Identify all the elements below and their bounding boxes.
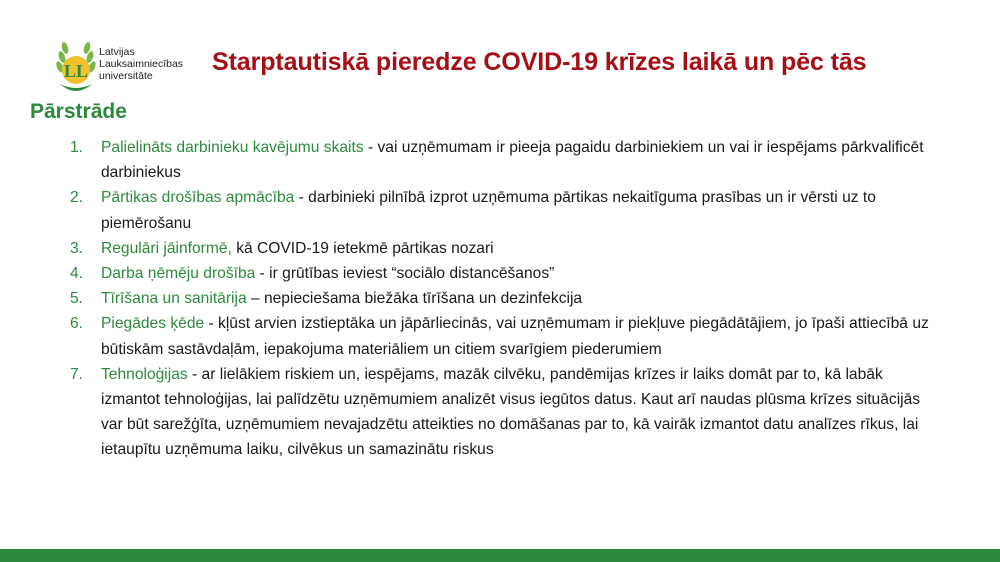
item-heading: Regulāri jāinformē, [101, 239, 232, 257]
numbered-list [70, 135, 945, 463]
item-number: 1. [70, 139, 84, 156]
logo-line-3: universitāte [99, 70, 153, 82]
slide-title: Starptautiskā pieredze COVID-19 krīzes laikā un pēc tās [212, 48, 867, 76]
item-text: - ir grūtības ieviest “sociālo distancēšanos” [255, 265, 555, 283]
item-text: kā COVID-19 ietekmē pārtikas nozari [231, 239, 494, 257]
list-item [70, 286, 945, 311]
item-heading: Tehnoloģijas [101, 365, 188, 383]
item-number: 3. [70, 239, 84, 257]
emblem-letters: LL [63, 61, 89, 81]
section-title: Pārstrāde [30, 100, 127, 123]
list-item [70, 236, 945, 261]
item-heading: Tīrīšana un sanitārija [101, 290, 247, 308]
item-heading: Palielināts darbinieku kavējumu skaits [101, 139, 364, 156]
list-item [70, 362, 945, 463]
list-item [70, 311, 945, 361]
footer-bar [0, 549, 1000, 562]
item-number: 4. [70, 265, 84, 283]
item-heading: Piegādes ķēde [101, 315, 209, 333]
university-name [99, 46, 183, 82]
list-item [70, 185, 945, 235]
university-emblem-icon [54, 40, 98, 96]
item-number: 7. [70, 365, 84, 383]
item-text: - ar lielākiem riskiem un, iespējams, mazāk cilvēku, pandēmijas krīzes ir laiks domāt par to, kā labāk izmantot tehnoloģijas, lai palīdzētu uzņēmumiem analizēt visus iegūtos datus. Kaut arī naudas plūsma krīzes situācijās var būt sarežģīta, uzņēmumiem nevajadzētu atteikties no domāšanas par to, kā vairāk izmantot datu analīzes rīkus, lai ietaupītu uzņēmuma laiku, cilvēkus un samazinātu riskus [101, 365, 921, 459]
list-item [70, 135, 945, 185]
item-text: - kļūst arvien izstieptāka un jāpārliecinās, vai uzņēmumam ir piekļuve piegādātājiem, jo īpaši attiecībā uz būtiskām sastāvdaļām, iepakojuma materiāliem un citiem svarīgiem piederumiem [101, 315, 929, 358]
item-heading: Pārtikas drošības apmācība [101, 189, 295, 207]
university-logo [54, 40, 184, 96]
item-heading: Darba ņēmēju drošība [101, 265, 256, 283]
item-text: - darbinieki pilnībā izprot uzņēmuma pārtikas nekaitīguma prasības un ir vērsti uz to piemērošanu [101, 189, 876, 232]
list-item [70, 261, 945, 286]
item-number: 2. [70, 189, 84, 207]
logo-line-2: Lauksaimniecības [99, 58, 184, 70]
item-text: - vai uzņēmumam ir pieeja pagaidu darbiniekiem un vai ir iespējams pārkvalificēt darbiniekus [101, 139, 924, 182]
item-text: – nepieciešama biežāka tīrīšana un dezinfekcija [246, 290, 583, 308]
item-number: 5. [70, 290, 84, 308]
item-number: 6. [70, 315, 84, 333]
logo-line-1: Latvijas [99, 46, 135, 58]
